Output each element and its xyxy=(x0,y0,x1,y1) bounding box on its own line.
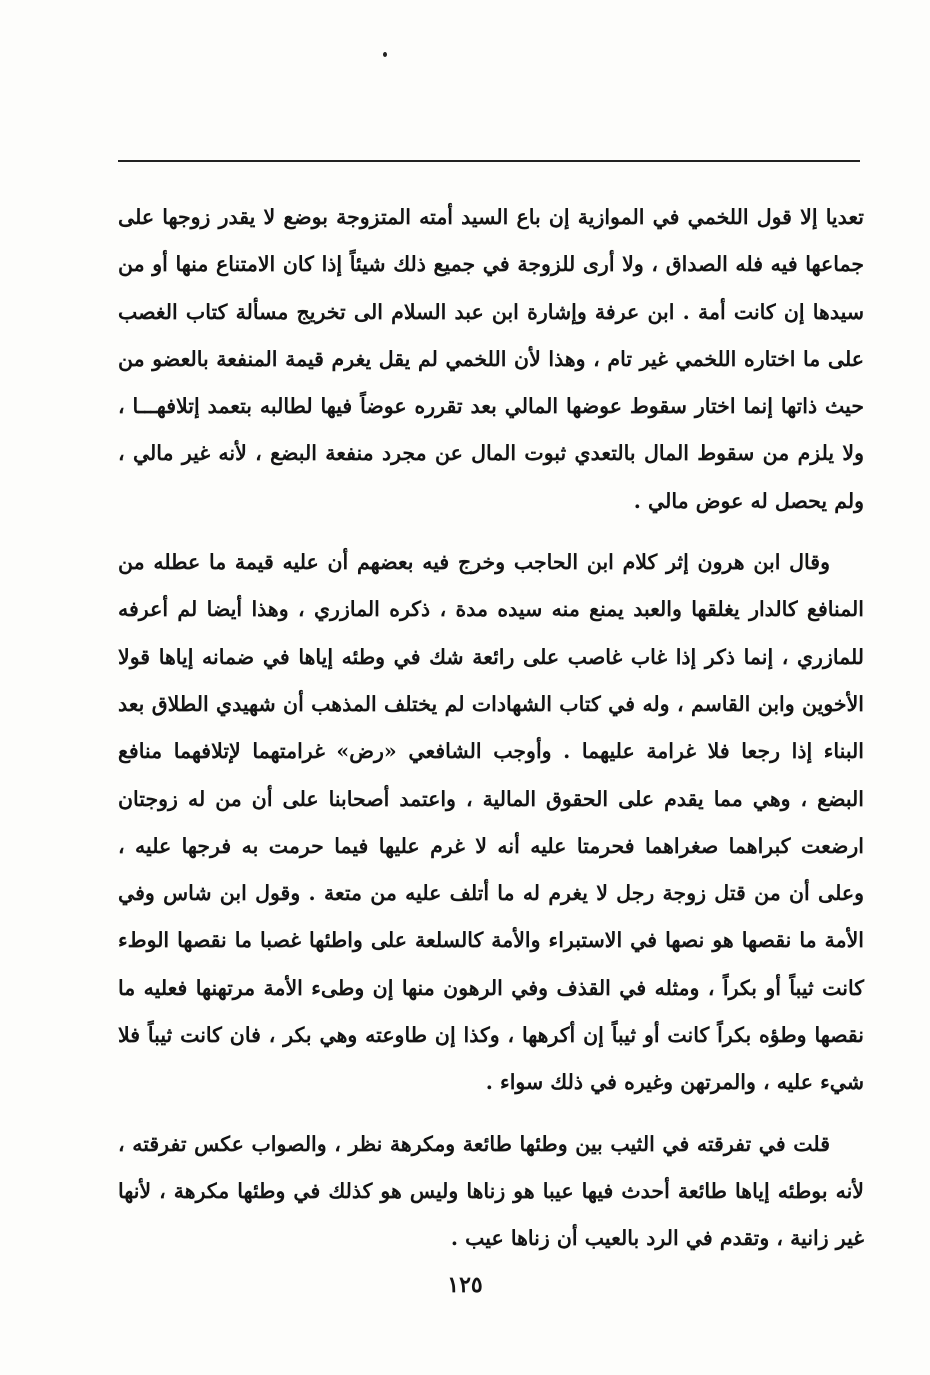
body-text xyxy=(118,194,864,1263)
header-rule xyxy=(118,160,860,162)
paragraph-1: تعديا إلا قول اللخمي في الموازية إن باع السيد أمته المتزوجة بوضع لا يقدر زوجها على جماعها فيه فله الصداق ، ولا أرى للزوجة في جميع ذلك شيئاً إذا كان الامتناع منها أو من سيدها إن كانت أمة . ابن عرفة وإشارة ابن عبد السلام الى تخريج مسألة كتاب الغصب على ما اختاره اللخمي غير تام ، وهذا لأن اللخمي لم يقل يغرم قيمة المنفعة بالعضو من حيث ذاتها إنما اختار سقوط عوضها المالي بعد تقرره عوضاً فيها لطالبه بتعمد إتلافهـــا ، ولا يلزم من سقوط المال بالتعدي ثبوت المال عن مجرد منفعة البضع ، لأنه غير مالي ، ولم يحصل له عوض مالي . xyxy=(118,205,864,513)
paragraph-3: قلت في تفرقته في الثيب بين وطئها طائعة ومكرهة نظر ، والصواب عكس تفرقته ، لأنه بوطئه إياها طائعة أحدث فيها عيبا هو زناها وليس هو كذلك في وطئها مكرهة ، لأنها غير زانية ، وتقدم في الرد بالعيب أن زناها عيب . xyxy=(118,1131,864,1251)
page-number: ١٢٥ xyxy=(447,1272,483,1298)
paragraph-2: وقال ابن هرون إثر كلام ابن الحاجب وخرج فيه بعضهم أن عليه قيمة ما عطله من المنافع كالدار يغلقها والعبد يمنع منه سيده مدة ، ذكره المازري ، وهذا أيضا لم أعرفه للمازري ، إنما ذكر إذا غاب غاصب على رائعة شك في وطئه إياها في ضمانه إياها قولا الأخوين وابن القاسم ، وله في كتاب الشهادات لم يختلف المذهب أن شهيدي الطلاق بعد البناء إذا رجعا فلا غرامة عليهما . وأوجب الشافعي «رض» غرامتهما لإتلافهما منافع البضع ، وهي مما يقدم على الحقوق المالية ، واعتمد أصحابنا على أن من له زوجتان ارضعت كبراهما صغراهما فحرمتا عليه أنه لا غرم عليها فيما حرمت به فرجها عليه ، وعلى أن من قتل زوجة رجل لا يغرم له ما أتلف عليه من متعة . وقول ابن شاس وفي الأمة ما نقصها هو نصها في الاستبراء والأمة كالسلعة على واطئها غصبا ما نقصها الوطء كانت ثيباً أو بكراً ، ومثله في القذف وفي الرهون منها إن وطىء الأمة مرتهنها فعليه ما نقصها وطؤه بكراً كانت أو ثيباً إن أكرهها ، وكذا إن طاوعته وهي بكر ، فان كانت ثيباً فلا شيء عليه ، والمرتهن وغيره في ذلك سواء . xyxy=(118,550,864,1095)
page-speck xyxy=(383,52,387,57)
